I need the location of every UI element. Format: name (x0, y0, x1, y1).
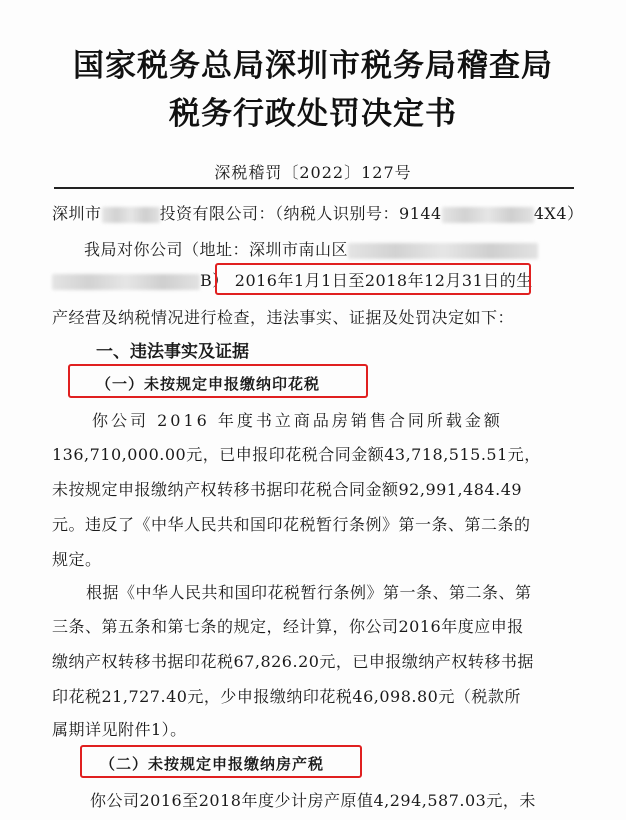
redacted-company-name (102, 207, 160, 223)
paragraph-1-line-4: 元。违反了《中华人民共和国印花税暂行条例》第一条、第二条的 (52, 515, 531, 534)
paragraph-1-line-5: 规定。 (52, 550, 102, 569)
document-title: 税务行政处罚决定书 (169, 96, 457, 132)
intro-line-2-tail: 的生 (499, 271, 533, 290)
redacted-taxpayer-id (442, 207, 534, 223)
section-heading-violations: 一、违法事实及证据 (96, 342, 249, 362)
paragraph-2-line-5: 属期详见附件1）。 (52, 720, 187, 739)
paragraph-1-line-2: 136,710,000.00元，已申报印花税合同金额43,718,515.51元， (52, 445, 541, 464)
property-tax-highlight-box (80, 745, 362, 778)
paragraph-2-line-4: 印花税21,727.40元，少申报缴纳印花税46,098.80元（税款所 (52, 687, 521, 706)
inspection-period: 2016年1月1日至2018年12月31日 (234, 271, 500, 290)
paragraph-3-line-1: 你公司2016至2018年度少计房产原值4,294,587.03元，未 (90, 791, 536, 810)
intro-address-end: B） (200, 271, 229, 290)
addressee-id-tail: 4X4） (533, 204, 584, 223)
addressee-prefix: 深圳市 (52, 204, 102, 223)
addressee-suffix: 投资有限公司：（纳税人识别号：9144 (159, 204, 442, 223)
redacted-address-continued (52, 274, 200, 290)
paragraph-2-line-2: 三条、第五条和第七条的规定，经计算，你公司2016年度应申报 (52, 617, 524, 636)
subheading-stamp-tax: （一）未按规定申报缴纳印花税 (96, 375, 321, 393)
paragraph-1-line-1: 你公司 2016 年度书立商品房销售合同所载金额 (92, 411, 503, 430)
header-divider (54, 187, 574, 189)
addressee-line (52, 201, 626, 224)
paragraph-2-line-3: 缴纳产权转移书据印花税67,826.20元，已申报缴纳产权转移书据 (52, 652, 534, 671)
paragraph-2-line-1: 根据《中华人民共和国印花税暂行条例》第一条、第二条、第 (86, 583, 532, 602)
period-highlight-box (215, 263, 531, 295)
stamp-tax-highlight-box (68, 364, 368, 398)
intro-line-1 (84, 237, 626, 260)
issuer-title: 国家税务总局深圳市税务局稽查局 (73, 48, 553, 84)
paragraph-1-line-3: 未按规定申报缴纳产权转移书据印花税合同金额92,991,484.49 (52, 480, 523, 499)
document-number: 深税稽罚〔2022〕127号 (214, 163, 412, 182)
intro-line-3: 产经营及纳税情况进行检查，违法事实、证据及处罚决定如下： (52, 308, 515, 327)
redacted-address (348, 243, 538, 259)
intro-address-prefix: 我局对你公司（地址：深圳市南山区 (84, 240, 349, 259)
subheading-property-tax: （二）未按规定申报缴纳房产税 (100, 755, 325, 773)
